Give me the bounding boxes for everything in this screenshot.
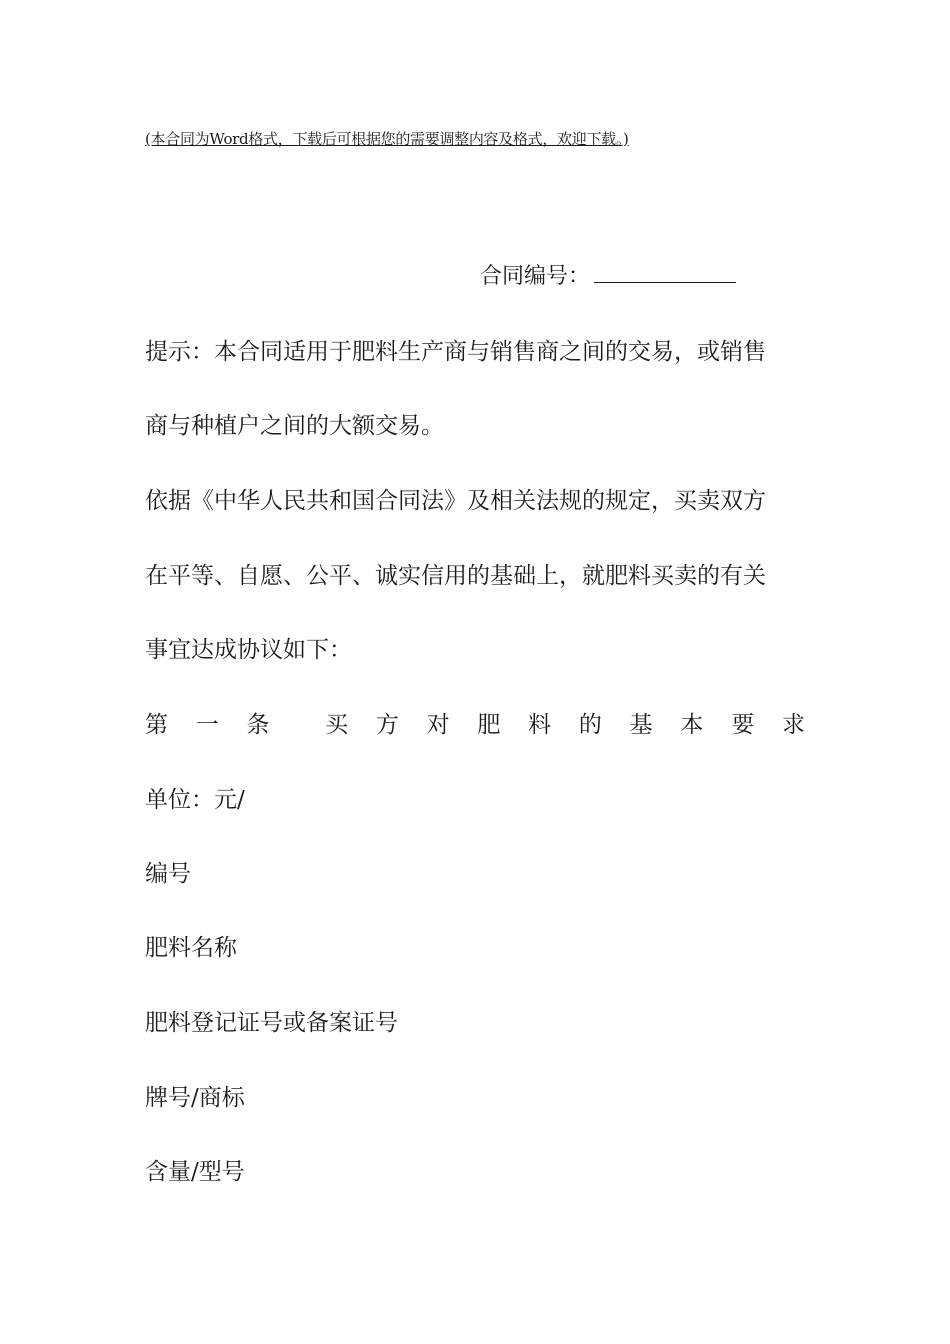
- field-label: 含量/型号: [145, 1159, 245, 1185]
- article-char: 对: [426, 712, 450, 738]
- article-char: 方: [375, 712, 399, 738]
- unit-line: 单位：元/: [145, 787, 245, 813]
- format-notice: (本合同为Word格式，下载后可根据您的需要调整内容及格式，欢迎下载。): [145, 130, 629, 148]
- field-label: 肥料登记证号或备案证号: [145, 1010, 398, 1036]
- article-heading: [145, 710, 805, 740]
- article-char: 肥: [477, 712, 501, 738]
- contract-number-label: 合同编号：: [480, 264, 591, 289]
- article-char: 买: [325, 712, 349, 738]
- paragraph-line: 事宜达成协议如下：: [145, 637, 352, 663]
- article-char: 第: [145, 712, 168, 738]
- article-char: 的: [578, 712, 602, 738]
- contract-number-blank: [594, 262, 736, 283]
- field-label: 肥料名称: [145, 935, 237, 961]
- article-char: 本: [680, 712, 704, 738]
- paragraph-line: 商与种植户之间的大额交易。: [145, 413, 444, 439]
- field-label: 牌号/商标: [145, 1085, 245, 1111]
- article-char: 一: [195, 712, 219, 738]
- contract-number: [480, 262, 736, 292]
- article-char: 料: [528, 712, 552, 738]
- paragraph-line: 依据《中华人民共和国合同法》及相关法规的规定，买卖双方: [145, 488, 766, 514]
- paragraph-line: 提示：本合同适用于肥料生产商与销售商之间的交易，或销售: [145, 339, 766, 365]
- field-label: 编号: [145, 861, 191, 887]
- article-char: 要: [731, 712, 755, 738]
- paragraph-line: 在平等、自愿、公平、诚实信用的基础上，就肥料买卖的有关: [145, 563, 766, 589]
- article-char: 基: [629, 712, 653, 738]
- article-char: 求: [781, 712, 805, 738]
- article-char: 条: [246, 712, 270, 738]
